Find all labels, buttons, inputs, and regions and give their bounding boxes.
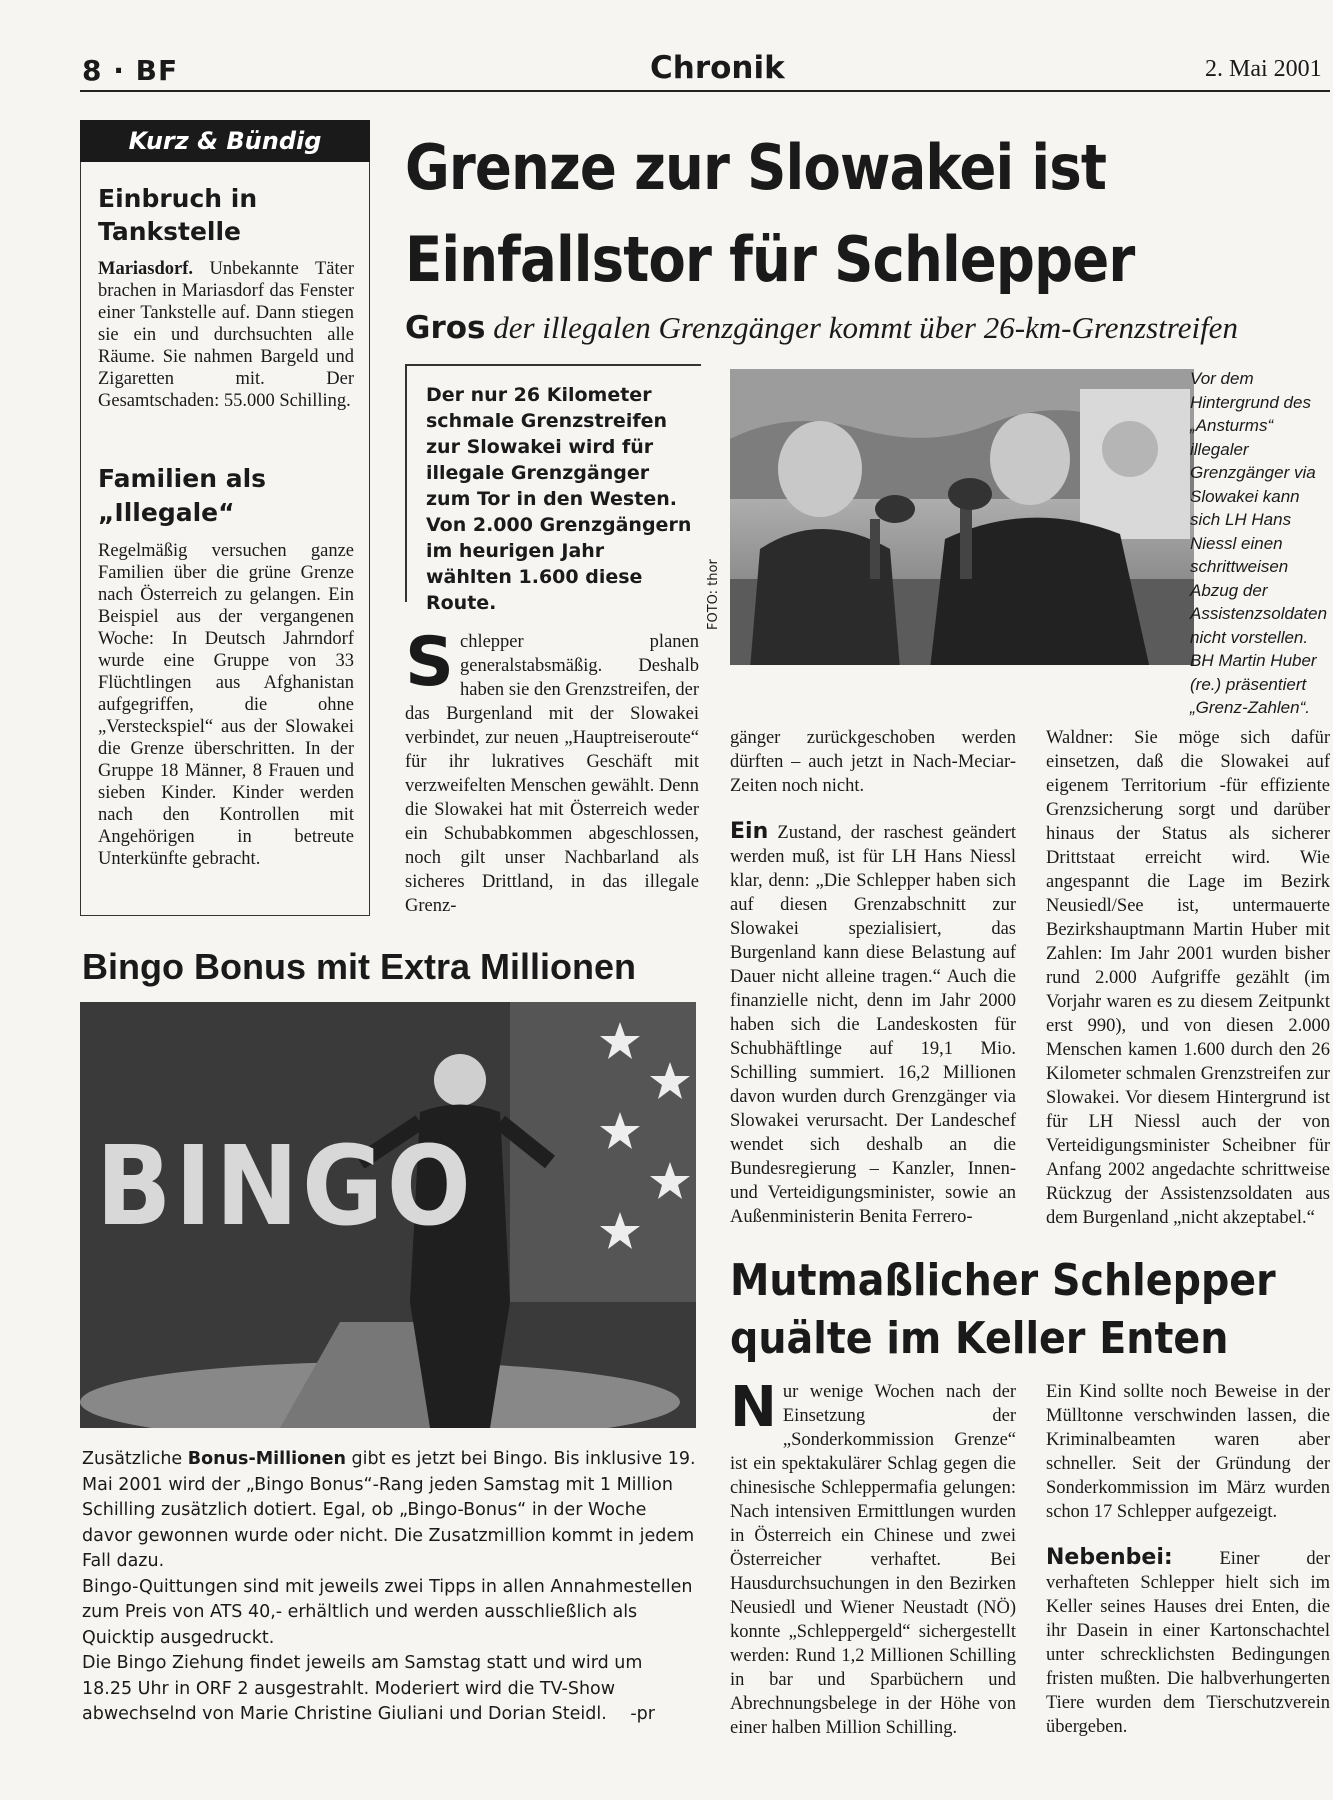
article-col-1-text: chlepper planen generalstabsmäßig. Deshalb haben sie den Grenzstreifen, der das Burgenland mit der Slowakei verbindet, zur neuen „Hauptreiseroute“ für ihr lukratives Geschäft mit verzweifelten Menschen gewählt. Denn die Slowakei hat mit Österreich weder ein Schubabkommen abgeschlossen, noch gilt unser Nachbarland als sicheres Drittland, in das illegale Grenz-	[405, 632, 699, 916]
enten-col-2-lead: Nebenbei:	[1046, 1545, 1173, 1570]
main-headline	[405, 122, 1215, 306]
bingo-photo	[80, 1002, 696, 1428]
enten-col-2-part-b	[1046, 1546, 1330, 1739]
bingo-sign: BINGO	[96, 1122, 475, 1250]
article-col-2-text: Zustand, der raschest geändert werden muß, ist für LH Hans Niessl klar, denn: „Die Schlepper haben sich auf diesen Grenzabschnitt zur Slowakei spezialisiert, das Burgenland kann diese Belastung auf Dauer nicht alleine tragen.“ Auch die finanzielle nicht, denn im Jahr 2000 haben sich die Landeskosten für Schubhäftlinge auf 19,1 Mio. Schilling summiert. 16,2 Millionen davon wurden durch Grenzgänger via Slowakei verursacht. Der Landeschef wendet sich deshalb an die Bundesregierung – Kanzler, Innen- und Verteidigungsminister, sowie an Außenministerin Benita Ferrero-	[730, 823, 1017, 1227]
intro-vertical-rule	[405, 364, 407, 602]
kurz-item1-title-2: Tankstelle	[98, 217, 242, 246]
article-col-3: Waldner: Sie möge sich dafür einsetzen, daß die Slowakei auf eigenem Territorium -für effiziente Grenzsicherung sorgt und darüber hinaus der Status als sicherer Drittstaat erreicht wird. Wie angespannt die Lage im Bezirk Neusiedl/See ist, untermauerte Bezirkshauptmann Martin Huber mit Zahlen: Im Jahr 2001 wurden bisher rund 2.000 Aufgriffe gezählt (im Vorjahr waren es zu diesem Zeitpunkt erst 990), und von diesen 2.000 Menschen kamen 1.600 durch den 26 Kilometer schmalen Grenzstreifen zur Slowakei. Vor diesem Hintergrund ist für LH Niessl auch der von Verteidigungsminister Scheibner für Anfang 2002 angedachte schrittweise Rückzug der Assistenzsoldaten aus dem Burgenland „nicht akzeptabel.“	[1046, 728, 1330, 1228]
enten-col-1-text: ur wenige Wochen nach der Einsetzung der „Sonderkommission Grenze“ ist ein spektakulärer Schlag gegen die chinesische Schleppermafia gelungen: Nach intensiven Ermittlungen wurden in Österreich ein Chinese und zwei Österreicher verhaftet. Bei Hausdurchsuchungen in den Bezirken Neusiedl und Wiener Neustadt (NÖ) konnte „Schleppergeld“ sichergestellt werden: Rund 1,2 Millionen Schilling in bar und Sparbüchern und Abrechnungsbelege in der Höhe von einer halben Million Schilling.	[730, 1382, 1016, 1738]
header-rule	[80, 90, 1330, 92]
photo-credit: FOTO: thor	[706, 559, 721, 630]
article-dropcap: S	[405, 623, 454, 702]
article-col-1	[405, 623, 699, 918]
bingo-p1-start: Zusätzliche	[82, 1449, 183, 1469]
bingo-paragraph-3	[82, 1651, 698, 1728]
bingo-paragraph-2: Bingo-Quittungen sind mit jeweils zwei Tipps in allen Annahmestellen zum Preis von ATS 40,- erhältlich und werden ausschließlich als Quicktip ausgedruckt.	[82, 1576, 693, 1648]
kurz-item1-text: Unbekannte Täter brachen in Mariasdorf das Fenster einer Tankstelle auf. Dann stiegen sie ein und durchsuchten alle Räume. Sie nahmen Bargeld und Zigaretten mit. Der Gesamtschaden: 55.000 Schilling.	[98, 259, 355, 411]
page-number: 8 · BF	[82, 54, 179, 87]
kurz-tag: Kurz & Bündig	[80, 120, 370, 162]
enten-headline-line-2: quälte im Keller Enten	[730, 1313, 1229, 1364]
article-col-2-part-b	[730, 820, 1016, 1229]
subheadline-rest: der illegalen Grenzgänger kommt über 26-km-Grenzstreifen	[493, 310, 1238, 345]
enten-col-2-part-a: Ein Kind sollte noch Beweise in der Mülltonne verschwinden lassen, die Kriminalbeamten waren aber schneller. Seit der Gründung der Sonderkommission im März wurden schon 17 Schlepper aufgezeigt.	[1046, 1382, 1330, 1522]
kurz-item1-place: Mariasdorf.	[98, 259, 194, 279]
issue-date: 2. Mai 2001	[1205, 56, 1322, 82]
bingo-p1-bold: Bonus-Millionen	[187, 1449, 346, 1469]
photo-caption: Vor dem Hintergrund des „Ansturms“ illegaler Grenzgänger via Slowakei kann sich LH Hans Niessl einen schrittweisen Abzug der Assistenzsoldaten nicht vorstellen. BH Martin Huber (re.) präsentiert „Grenz-Zahlen“.	[1190, 369, 1328, 717]
press-photo	[730, 369, 1194, 665]
enten-headline	[730, 1252, 1276, 1368]
kurz-item2-body: Regelmäßig versuchen ganze Familien über die grüne Grenze nach Österreich zu gelangen. Ein Beispiel aus der vergangenen Woche: In Deutsch Jahrndorf wurde eine Gruppe von 33 Flüchtlingen aus Afghanistan aufgegriffen, die ohne „Versteckspiel“ aus der Slowakei die Grenze überschritten. In der Gruppe 18 Männer, 8 Frauen und sieben Kinder. Kinder werden nach den Kontrollen mit Angehörigen in betreute Unterkünfte gebracht.	[98, 541, 354, 869]
article-col-2	[730, 726, 1016, 1229]
bingo-signature: -pr	[630, 1704, 655, 1724]
press-photo-illustration	[730, 369, 1194, 665]
bingo-paragraph-1	[82, 1447, 698, 1575]
article-col-2-lead: Ein	[730, 819, 769, 844]
subheadline-lead: Gros	[405, 310, 486, 346]
bingo-text	[82, 1447, 698, 1728]
kurz-item1-title-1: Einbruch in	[98, 184, 258, 213]
bingo-p3-text: Die Bingo Ziehung findet jeweils am Samstag statt und wird um 18.25 Uhr in ORF 2 ausgestrahlt. Moderiert wird die TV-Show abwechselnd von Marie Christine Giuliani und Dorian Steidl.	[82, 1653, 643, 1724]
bingo-headline: Bingo Bonus mit Extra Millionen	[82, 946, 637, 987]
enten-col-1	[730, 1375, 1016, 1740]
main-subheadline	[405, 310, 1238, 346]
article-col-2-part-a: gänger zurückgeschoben werden dürften – auch jetzt in Nach-Meciar-Zeiten noch nicht.	[730, 728, 1016, 796]
main-headline-line-1: Grenze zur Slowakei ist	[405, 131, 1107, 204]
enten-col-2	[1046, 1380, 1330, 1739]
intro-rule	[405, 364, 701, 366]
enten-headline-line-1: Mutmaßlicher Schlepper	[730, 1255, 1276, 1306]
kurz-item1-body	[98, 258, 354, 412]
main-headline-line-2: Einfallstor für Schlepper	[405, 223, 1135, 296]
enten-dropcap: N	[730, 1375, 777, 1440]
article-intro: Der nur 26 Kilometer schmale Grenzstreifen zur Slowakei wird für illegale Grenzgänger zum Tor in den Westen. Von 2.000 Grenzgängern im heurigen Jahr wählten 1.600 diese Route.	[426, 384, 692, 614]
section-title: Chronik	[650, 50, 785, 86]
bingo-p1-rest: gibt es jetzt bei Bingo. Bis inklusive 19. Mai 2001 wird der „Bingo Bonus“-Rang jeden Samstag mit 1 Million Schilling zusätzlich dotiert. Egal, ob „Bingo-Bonus“ in der Woche davor gewonnen wurde oder nicht. Die Zusatzmillion kommt in jedem Fall dazu.	[82, 1449, 696, 1571]
enten-col-2-text: Einer der verhafteten Schlepper hielt sich im Keller seines Hauses drei Enten, die ihr Dasein in einer Kartonschachtel unter schrecklichsten Bedingungen fristen mußten. Die halbverhungerten Tiere wurden dem Tierschutzverein übergeben.	[1046, 1549, 1331, 1737]
kurz-item2-title-2: „Illegale“	[98, 498, 235, 527]
kurz-item2-title-1: Familien als	[98, 464, 267, 493]
